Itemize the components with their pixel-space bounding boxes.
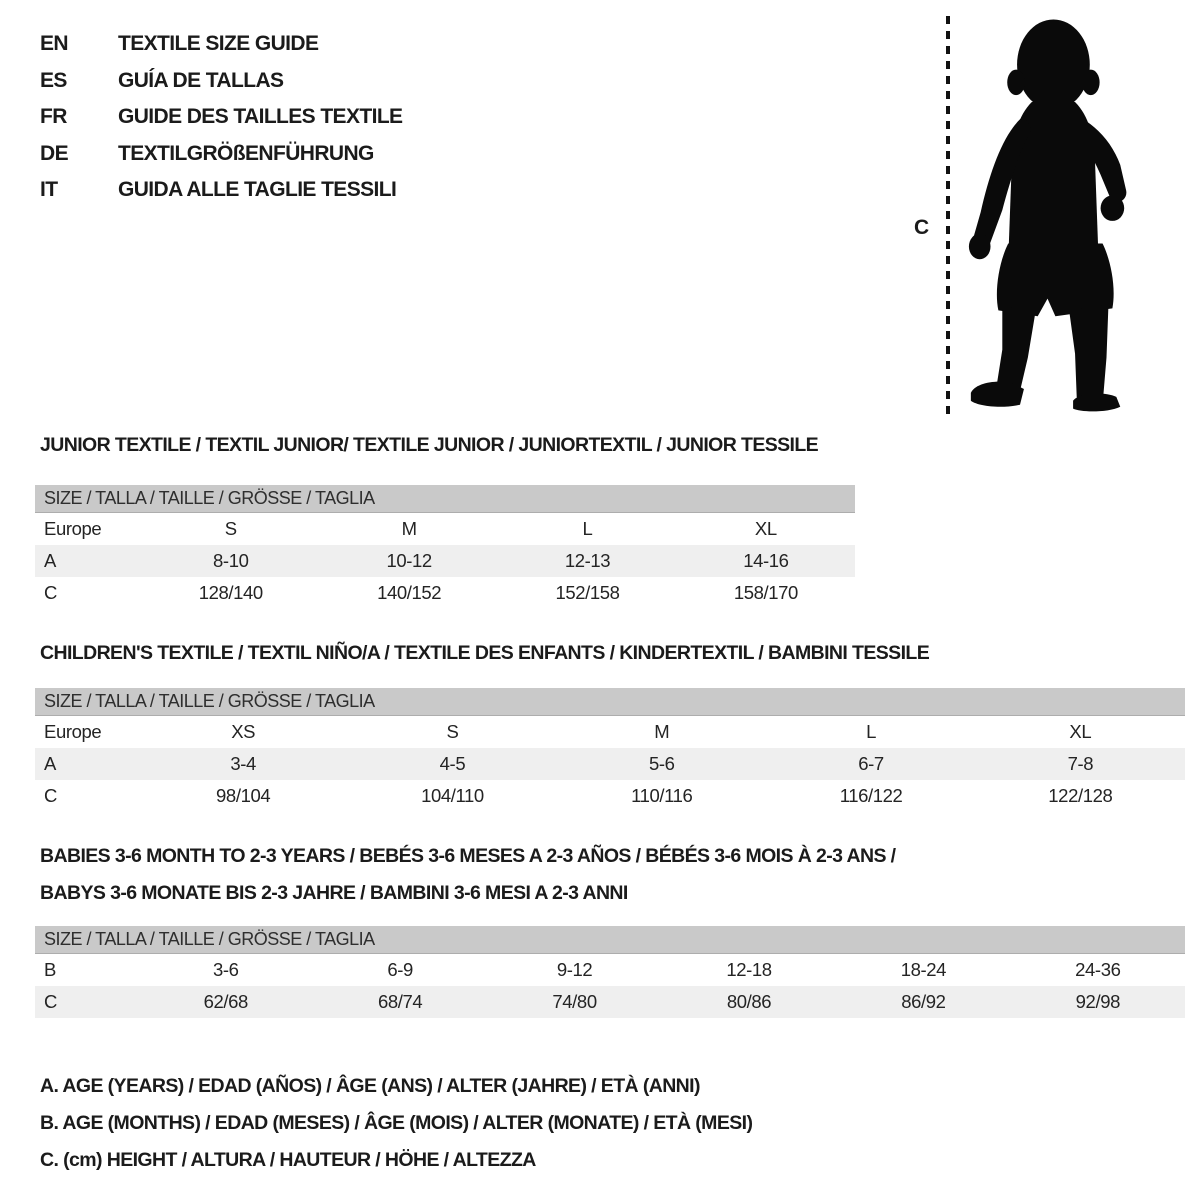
table-row-europe xyxy=(35,716,1185,748)
size-value-cell: 128/140 xyxy=(198,582,263,603)
size-value-cell: 18-24 xyxy=(900,959,947,980)
size-value-cell: 8-10 xyxy=(213,550,249,571)
language-row-de xyxy=(40,136,402,173)
size-value-cell: L xyxy=(582,518,593,539)
size-value-cell: 6-9 xyxy=(387,959,413,980)
legend-line-c: C. (cm) HEIGHT / ALTURA / HAUTEUR / HÖHE / ALTEZZA xyxy=(40,1149,536,1171)
size-value-cell: 80/86 xyxy=(726,991,772,1012)
size-value-cell: 62/68 xyxy=(203,991,248,1012)
size-value-cell: XL xyxy=(1069,721,1092,742)
size-table-junior xyxy=(35,485,855,609)
section-title: BABIES 3-6 MONTH TO 2-3 YEARS / BEBÉS 3-6 MESES A 2-3 AÑOS / BÉBÉS 3-6 MOIS À 2-3 ANS / xyxy=(40,845,896,867)
size-value-cell: 12-18 xyxy=(726,959,772,980)
size-value-cell: 9-12 xyxy=(556,959,593,980)
legend xyxy=(40,1068,752,1179)
size-value-cell: 5-6 xyxy=(648,753,675,774)
section-title: BABYS 3-6 MONATE BIS 2-3 JAHRE / BAMBINI 3-6 MESI A 2-3 ANNI xyxy=(40,882,628,904)
size-table-children xyxy=(35,688,1185,812)
row-label-cell: C xyxy=(44,785,57,806)
legend-line-b: B. AGE (MONTHS) / EDAD (MESES) / ÂGE (MOIS) / ALTER (MONATE) / ETÀ (MESI) xyxy=(40,1112,753,1134)
size-header-bar: SIZE / TALLA / TAILLE / GRÖSSE / TAGLIA xyxy=(35,485,855,513)
size-value-cell: 3-4 xyxy=(230,753,256,774)
row-label-cell: B xyxy=(44,959,56,980)
size-value-cell: M xyxy=(654,721,670,742)
size-section-junior xyxy=(40,433,860,603)
size-value-cell: 14-16 xyxy=(743,550,789,571)
language-row-en xyxy=(40,26,402,63)
size-value-cell: S xyxy=(446,721,459,742)
size-value-cell: 6-7 xyxy=(858,753,884,774)
size-value-cell: 3-6 xyxy=(212,959,239,980)
height-measure-line-icon xyxy=(944,16,952,418)
size-section-children xyxy=(40,641,1190,806)
table-row-europe xyxy=(35,513,855,545)
size-value-cell: 12-13 xyxy=(564,550,611,571)
size-value-cell: 104/110 xyxy=(421,785,484,806)
row-label-cell: A xyxy=(44,753,56,774)
row-label-cell: C xyxy=(44,991,57,1012)
language-code: EN xyxy=(40,32,68,56)
size-value-cell: XS xyxy=(231,721,256,742)
language-code: FR xyxy=(40,105,67,129)
toddler-silhouette-icon xyxy=(963,14,1135,420)
language-label: TEXTILE SIZE GUIDE xyxy=(118,32,319,56)
size-value-cell: M xyxy=(401,518,417,539)
size-value-cell: 4-5 xyxy=(439,753,466,774)
size-value-cell: L xyxy=(866,721,876,742)
size-value-cell: 74/80 xyxy=(552,991,597,1012)
table-row-c xyxy=(35,780,1185,812)
row-label-cell: Europe xyxy=(44,518,102,539)
language-row-es xyxy=(40,63,402,100)
table-row-a xyxy=(35,545,855,577)
row-label-cell: A xyxy=(44,550,56,571)
size-value-cell: 158/170 xyxy=(733,582,798,603)
language-code: IT xyxy=(40,178,58,202)
language-code: DE xyxy=(40,141,68,165)
row-label-cell: C xyxy=(44,582,57,603)
size-value-cell: 7-8 xyxy=(1067,753,1094,774)
language-row-fr xyxy=(40,99,402,136)
table-row-c xyxy=(35,986,1185,1018)
size-value-cell: 116/122 xyxy=(839,785,903,806)
section-title: CHILDREN'S TEXTILE / TEXTIL NIÑO/A / TEXTILE DES ENFANTS / KINDERTEXTIL / BAMBINI TESSILE xyxy=(40,642,930,664)
size-value-cell: 92/98 xyxy=(1075,991,1120,1012)
size-value-cell: 86/92 xyxy=(901,991,946,1012)
size-value-cell: 98/104 xyxy=(216,785,271,806)
size-header-bar: SIZE / TALLA / TAILLE / GRÖSSE / TAGLIA xyxy=(35,926,1185,954)
legend-line-a: A. AGE (YEARS) / EDAD (AÑOS) / ÂGE (ANS) / ALTER (JAHRE) / ETÀ (ANNI) xyxy=(40,1075,700,1097)
size-value-cell: 68/74 xyxy=(377,991,423,1012)
language-label: GUIDA ALLE TAGLIE TESSILI xyxy=(118,178,397,202)
size-value-cell: 140/152 xyxy=(377,582,442,603)
table-row-c xyxy=(35,577,855,609)
table-row-b xyxy=(35,954,1185,986)
size-value-cell: 122/128 xyxy=(1048,785,1113,806)
height-measure-label: C xyxy=(914,216,930,239)
size-table-babies xyxy=(35,926,1185,1018)
size-section-babies xyxy=(40,838,1190,1012)
row-label-cell: Europe xyxy=(44,721,102,742)
table-row-a xyxy=(35,748,1185,780)
section-title: JUNIOR TEXTILE / TEXTIL JUNIOR/ TEXTILE JUNIOR / JUNIORTEXTIL / JUNIOR TESSILE xyxy=(40,434,819,456)
language-row-it xyxy=(40,172,402,209)
size-value-cell: 152/158 xyxy=(555,582,620,603)
language-label: GUIDE DES TAILLES TEXTILE xyxy=(118,105,403,129)
size-value-cell: XL xyxy=(754,518,777,539)
size-value-cell: 24-36 xyxy=(1075,959,1121,980)
size-header-bar: SIZE / TALLA / TAILLE / GRÖSSE / TAGLIA xyxy=(35,688,1185,716)
size-value-cell: 10-12 xyxy=(386,550,432,571)
language-code: ES xyxy=(40,68,67,92)
language-label: GUÍA DE TALLAS xyxy=(118,68,284,92)
size-value-cell: 110/116 xyxy=(631,785,693,806)
language-label: TEXTILGRÖßENFÜHRUNG xyxy=(118,141,374,165)
size-value-cell: S xyxy=(224,518,237,539)
language-header xyxy=(40,26,402,209)
